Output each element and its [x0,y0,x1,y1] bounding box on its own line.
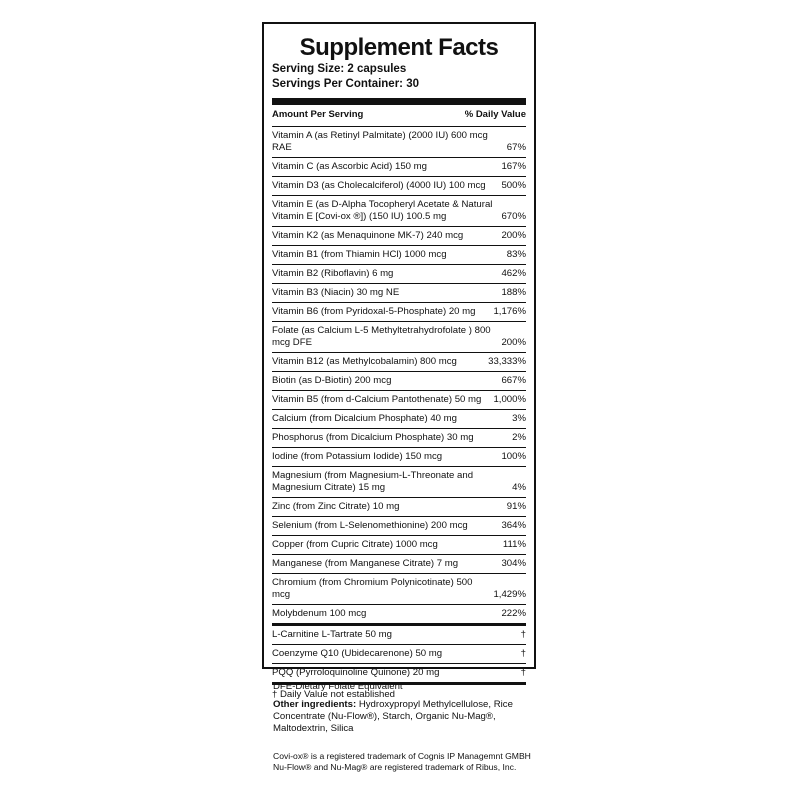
other-ingredients-text: Hydroxypropyl Methylcellulose, Rice Concentrate (Nu-Flow®), Starch, Organic Nu-Mag®, Maltodextrin, Silica [273,699,513,734]
nutrient-row [272,227,526,246]
nutrient-daily-value: 83% [506,249,526,260]
nutrient-row [272,158,526,177]
nutrient-daily-value: 111% [502,539,526,550]
nutrient-row [272,555,526,574]
nutrient-daily-value: 2% [512,432,526,443]
nutrient-daily-value: 1,176% [493,306,526,317]
nutrient-row [272,517,526,536]
amount-per-serving-label: Amount Per Serving [272,109,364,120]
nutrient-name: Zinc (from Zinc Citrate) 10 mg [272,501,400,512]
nutrient-name: Calcium (from Dicalcium Phosphate) 40 mg [272,413,458,424]
nutrient-daily-value: 1,000% [493,394,526,405]
nutrient-name: Vitamin C (as Ascorbic Acid) 150 mg [272,161,427,172]
nutrient-name: Vitamin D3 (as Cholecalciferol) (4000 IU) 100 mcg [272,180,486,191]
nutrient-name: Coenzyme Q10 (Ubidecarenone) 50 mg [272,648,443,659]
nutrient-daily-value: 364% [501,520,526,531]
nutrient-name: Biotin (as D-Biotin) 200 mcg [272,375,392,386]
nutrient-row [272,498,526,517]
nutrient-name: Vitamin B2 (Riboflavin) 6 mg [272,268,394,279]
nutrient-name: Vitamin B6 (from Pyridoxal-5-Phosphate) 20 mg [272,306,476,317]
nutrient-row [272,322,526,353]
panel-title: Supplement Facts [299,34,499,61]
nutrient-name: Iodine (from Potassium Iodide) 150 mcg [272,451,443,462]
servings-per-container: Servings Per Container: 30 [272,78,419,90]
nutrient-row [272,645,526,664]
nutrient-daily-value: † [520,629,526,640]
nutrient-row [272,410,526,429]
nutrient-row [272,605,526,626]
nutrient-name: L-Carnitine L-Tartrate 50 mg [272,629,392,640]
footnote: † Daily Value not established [272,689,396,700]
nutrient-name: Vitamin A (as Retinyl Palmitate) (2000 IU) 600 mcg RAE [272,130,488,153]
nutrient-name: Manganese (from Manganese Citrate) 7 mg [272,558,459,569]
nutrient-name: Vitamin B3 (Niacin) 30 mg NE [272,287,400,298]
serving-size: Serving Size: 2 capsules [272,63,407,75]
nutrient-name: Chromium (from Chromium Polynicotinate) 500 mcg [272,577,473,600]
nutrient-row [272,177,526,196]
nutrient-name: Selenium (from L-Selenomethionine) 200 mcg [272,520,468,531]
nutrient-row [272,536,526,555]
trademark-note: Nu-Flow® and Nu-Mag® are registered trademark of Ribus, Inc. [273,762,517,772]
other-nutrient-table [272,626,526,685]
nutrient-daily-value: 462% [501,268,526,279]
nutrient-name: PQQ (Pyrroloquinoline Quinone) 20 mg [272,667,440,678]
nutrient-daily-value: 200% [501,337,526,348]
thick-divider [272,98,526,105]
nutrient-daily-value: 3% [512,413,526,424]
nutrient-name: Vitamin B5 (from d-Calcium Pantothenate) 50 mg [272,394,482,405]
daily-value-label: % Daily Value [464,109,526,120]
nutrient-table [272,127,526,626]
nutrient-daily-value: † [520,667,526,678]
nutrient-daily-value: 304% [501,558,526,569]
nutrient-name: Magnesium (from Magnesium-L-Threonate and Magnesium Citrate) 15 mg [272,470,474,493]
nutrient-daily-value: 500% [501,180,526,191]
nutrient-daily-value: 670% [501,211,526,222]
nutrient-row [272,127,526,158]
table-header [272,105,526,127]
nutrient-daily-value: 667% [501,375,526,386]
nutrient-name: Copper (from Cupric Citrate) 1000 mcg [272,539,438,550]
nutrient-daily-value: 222% [501,608,526,619]
nutrient-name: Phosphorus (from Dicalcium Phosphate) 30 mg [272,432,474,443]
nutrient-name: Vitamin B12 (as Methylcobalamin) 800 mcg [272,356,457,367]
nutrient-daily-value: 4% [512,482,526,493]
nutrient-row [272,574,526,605]
nutrient-row [272,284,526,303]
nutrient-row [272,391,526,410]
trademark-notes [273,751,543,773]
nutrient-row [272,448,526,467]
nutrient-name: Molybdenum 100 mcg [272,608,367,619]
nutrient-row [272,246,526,265]
dfe-note: DFE-Dietary Folate Equivalent [273,681,403,692]
nutrient-name: Vitamin B1 (from Thiamin HCl) 1000 mcg [272,249,447,260]
nutrient-daily-value: 200% [501,230,526,241]
nutrient-daily-value: 188% [501,287,526,298]
nutrient-daily-value: 33,333% [488,356,526,367]
nutrient-row [272,265,526,284]
nutrient-name: Vitamin K2 (as Menaquinone MK-7) 240 mcg [272,230,464,241]
nutrient-name: Folate (as Calcium L-5 Methyltetrahydrofolate ) 800 mcg DFE [272,325,491,348]
nutrient-daily-value: 100% [501,451,526,462]
other-ingredients-label: Other ingredients: [273,699,357,710]
nutrient-daily-value: 167% [501,161,526,172]
nutrient-daily-value: † [520,648,526,659]
nutrient-name: Vitamin E (as D-Alpha Tocopheryl Acetate & Natural Vitamin E [Covi-ox ®]) (150 IU) 100.5 mg [272,199,493,222]
nutrient-row [272,467,526,498]
nutrient-row [272,372,526,391]
other-ingredients [273,699,543,735]
nutrient-row [272,303,526,322]
trademark-note: Covi-ox® is a registered trademark of Cognis IP Managemnt GMBH [273,751,531,761]
nutrient-row [272,353,526,372]
nutrient-daily-value: 67% [506,142,526,153]
nutrient-row [272,626,526,645]
nutrient-daily-value: 1,429% [493,589,526,600]
nutrient-row [272,196,526,227]
nutrient-daily-value: 91% [506,501,526,512]
nutrient-row [272,429,526,448]
